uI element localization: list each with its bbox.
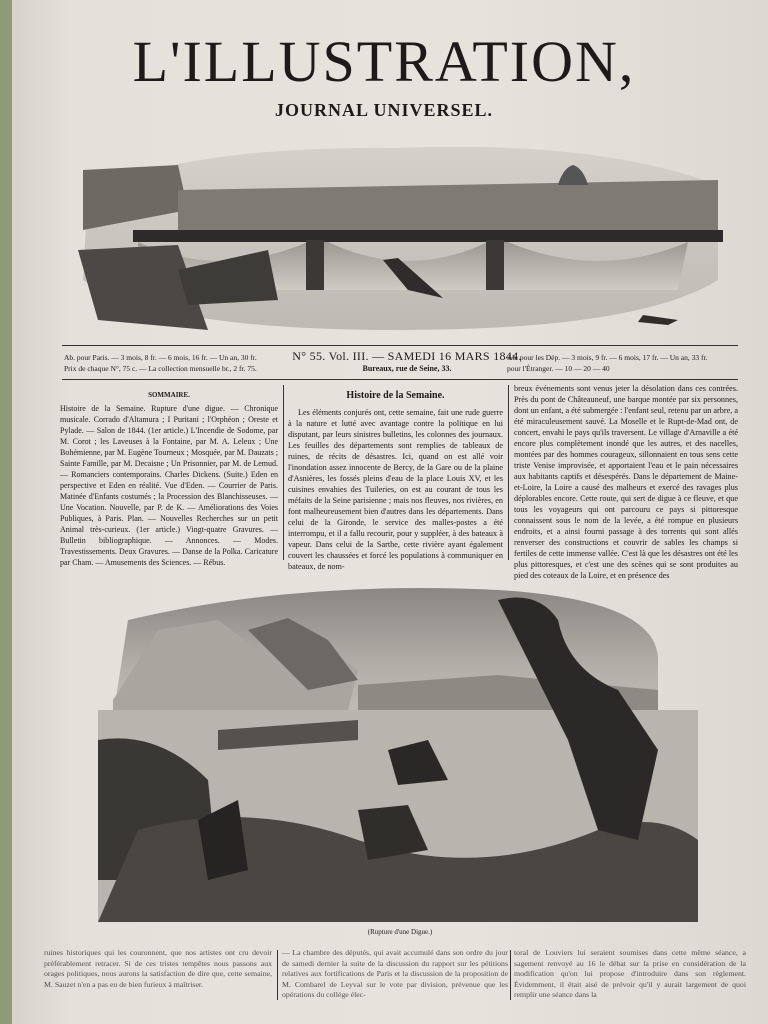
paris-subscription: Ab. pour Paris. — 3 mois, 8 fr. — 6 mois, 16 fr. — Un an, 30 fr. — [64, 353, 257, 362]
illustration-caption: (Rupture d'une Digue.) — [367, 928, 433, 936]
foreign-subscription: pour l'Étranger. — 10 — 20 — 40 — [507, 364, 610, 373]
issue-price: Prix de chaque N°, 75 c. — La collection mensuelle br., 2 fr. 75. — [64, 364, 257, 373]
issue-number-date: N° 55. Vol. III. — SAMEDI 16 MARS 1844. — [292, 349, 522, 363]
masthead-title: L'ILLUSTRATION, — [132, 29, 636, 94]
sommaire-heading: SOMMAIRE. — [148, 391, 190, 399]
column-divider — [508, 385, 509, 560]
column-divider — [510, 950, 511, 1000]
sommaire-text: Histoire de la Semaine. Rupture d'une digue. — Chronique musicale. Corrado d'Altamura ; I Puritani ; l'Orphéon ; Oreste et Pylade. — Salon de 1844. (1er article.) L'Incendie de Sodome, par M. Corot ; les Laveuses à la Fontaine, par M. A. Leleux ; Une Bohémienne, par M. Eugène Tourneux ; Mosquée, par M. Dauzats ; Sainte Famille, par M. Decaisne ; Un Prisonnier, par M. de Lemud. — Romanciers contemporains. Charles Dickens. (Suite.) Eden en perspective et Eden en réalité. Vue d'Eden. — Courrier de Paris. Matinée d'Enfants costumés ; la Procession des Blanchisseuses. — Une Vocation. Nouvelle, par P. de K. — Améliorations des Voies Publiques, à Paris. Plan. — Nouvelles Recherches sur un petit Animal très-curieux. (1er article.) Vingt-quatre Gravures. — Bulletin bibliographique. — Annonces. — Modes. Travestissements. Deux Gravures. — Danse de la Polka. Caricature par Cham. — Amusements des Sciences. — Rébus. — [60, 404, 278, 567]
flood-engraving — [98, 580, 698, 922]
masthead-subtitle: JOURNAL UNIVERSEL. — [274, 100, 494, 120]
office-address: Bureaux, rue de Seine, 33. — [362, 364, 452, 373]
sommaire-column — [60, 390, 278, 568]
bottom-text-1: ruines historiques qui les couronnent, que nos artistes ont cru devoir préférablement retracer. Si de ces tristes tempêtes nous passons aux orages politiques, nous aurons la satisfaction de dire que, cette semaine, M. Sauzet n'en a pas eu de bien furieux à maîtriser. — [44, 948, 272, 989]
article-heading: Histoire de la Semaine. — [346, 390, 445, 401]
bottom-text-3: toral de Louviers lui seraient soumises dans cette même séance, a sagement renvoyé au 16 le débat sur la prise en considération de la modification qu'on lui propose d'introduire dans son règlement. Évidemment, il était aisé de prévoir qu'il y aurait largement de quoi remplir une séance dans la — [514, 948, 746, 999]
departments-subscription: Ab. pour les Dép. — 3 mois, 9 fr. — 6 mois, 17 fr. — Un an, 33 fr. — [507, 353, 708, 362]
column-divider — [283, 385, 284, 560]
issue-header-bar — [62, 345, 738, 380]
article-text-2: Les éléments conjurés ont, cette semaine, fait une rude guerre à la nature et lutté avec avantage contre la politique en lui disputant, par leurs sinistres bulletins, les colonnes des journaux. Les feuilles des départements sont remplies de tableaux de ruines, de récits de désastres. Ici, quand on est allé voir l'inondation assez innocente de Bercy, de la Gare ou de la plaine d'Asnières, les fossés pleins d'eau de la place Louis XV, et les cuisines envahies des Tuileries, on est au courant de tous les méfaits de la Seine parisienne ; mais nos fleuves, nos rivières, en font malheureusement bien d'autres dans les départements. Dans celui de la Gironde, le service des malles-postes a été interrompu, et il a fallu recourir, pour y suppléer, à des bateaux à vapeur. Dans celui de la Sarthe, cette rivière ayant également couvert les chaussées et forcé les populations à communiquer en bateaux, de nom- — [288, 408, 503, 571]
article-column-2 — [288, 390, 503, 572]
paris-bridge-engraving — [78, 130, 723, 335]
column-divider — [277, 950, 278, 1000]
bottom-text-2: — La chambre des députés, qui avait accumulé dans son ordre du jour de samedi dernier la suite de la discussion du rapport sur les pétitions relatives aux fortifications de Paris et la discussion de la proposition de M. Combarel de Leyval sur le vote par division, prévenue que les opérations du collége élec- — [282, 948, 508, 999]
article-text-3: breux événements sont venus jeter la désolation dans ces contrées. Près du pont de Châteauneuf, une barque montée par six personnes, dont un enfant, a été submergée : l'enfant seul, retenu par un arbre, a été miraculeusement sauvé. La Moselle et le Rupt-de-Mad ont, de concert, envahi le pays qu'ils traversent. Le village d'Arnaville a été encore plus complètement inondé que les autres, et des nacelles, montées par des hommes courageux, sillonnaient en tous sens cette triste Venise improvisée, et apportaient l'eau et le pain nécessaires aux habitants captifs et désespérés. Dans le département de Maine-et-Loire, la Loire a causé des malheurs et exercé des ravages plus déplorables encore. Cette route, qui sert de digue à ce fleuve, et que tous les voyageurs qui ont parcouru ce pays si pittoresque connaissent sous le nom de la levée, a été rompue en plusieurs endroits, et a ainsi fourni passage à des torrents qui sont allés renverser des constructions et couvrir de sables les champs si fertiles de cette immense vallée. C'est là que les désastres ont été les plus pittoresques, et c'est une des scènes qui se sont produites au pied des coteaux de la Loire, et en présence des — [514, 384, 738, 580]
